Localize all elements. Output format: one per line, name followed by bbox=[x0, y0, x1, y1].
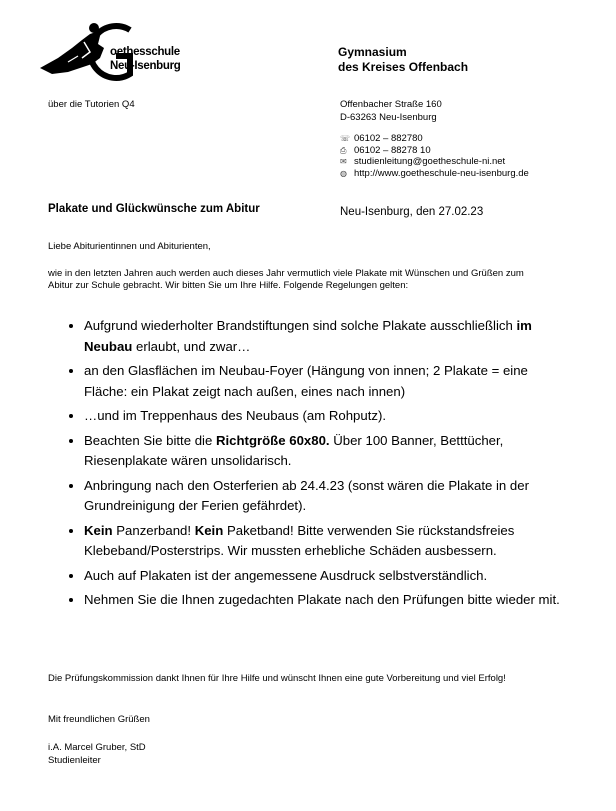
subject-line: Plakate und Glückwünsche zum Abitur bbox=[48, 203, 260, 215]
regards: Mit freundlichen Grüßen bbox=[48, 714, 150, 725]
contact-fax bbox=[340, 145, 529, 157]
contact-text: 06102 – 882780 bbox=[354, 133, 423, 144]
signer-name: i.A. Marcel Gruber, StD bbox=[48, 742, 146, 753]
contact-mail bbox=[340, 156, 529, 168]
phone-icon: ☏ bbox=[340, 134, 351, 143]
signature-block bbox=[48, 741, 146, 767]
contact-web bbox=[340, 168, 529, 180]
rules-list bbox=[62, 316, 564, 615]
address-street: Offenbacher Straße 160 bbox=[340, 99, 442, 110]
fax-icon: ⎙ bbox=[340, 145, 347, 155]
contact-text[interactable]: studienleitung@goetheschule-ni.net bbox=[354, 156, 506, 168]
logo-line-2: Neu-Isenburg bbox=[110, 60, 181, 72]
closing-paragraph: Die Prüfungskommission dankt Ihnen für Ihre Hilfe und wünscht Ihnen eine gute Vorbereitung und viel Erfolg! bbox=[48, 673, 506, 684]
date-line: Neu-Isenburg, den 27.02.23 bbox=[340, 206, 484, 218]
list-item: • Aufgrund wiederholter Brandstiftungen sind solche Plakate ausschließlich im Neubau erlaubt, und zwar… bbox=[84, 316, 564, 357]
list-item: • Anbringung nach den Osterferien ab 24.4.23 (sonst wären die Plakate in der Grundreinigung der Ferien gefährdet). bbox=[84, 476, 564, 517]
mail-icon: ✉ bbox=[340, 157, 347, 167]
list-item: • …und im Treppenhaus des Neubaus (am Rohputz). bbox=[84, 406, 564, 427]
address bbox=[340, 98, 442, 124]
list-item: • Nehmen Sie die Ihnen zugedachten Plakate nach den Prüfungen bitte wieder mit. bbox=[84, 590, 564, 611]
intro-paragraph: wie in den letzten Jahren auch werden auch dieses Jahr vermutlich viele Plakate mit Wünschen und Grüßen zum Abitur zur Schule gebracht. Wir bitten Sie um Ihre Hilfe. Folgende Regelungen gelten: bbox=[48, 268, 524, 292]
greeting: Liebe Abiturientinnen und Abiturienten, bbox=[48, 241, 211, 252]
list-item: • Beachten Sie bitte die Richtgröße 60x80. Über 100 Banner, Betttücher, Riesenplakate wären unsolidarisch. bbox=[84, 431, 564, 472]
list-item: • an den Glasflächen im Neubau-Foyer (Hängung von innen; 2 Plakate = eine Fläche: ein Plakat zeigt nach außen, eines nach innen) bbox=[84, 361, 564, 402]
list-item: • Auch auf Plakaten ist der angemessene Ausdruck selbstverständlich. bbox=[84, 566, 564, 587]
address-city: D-63263 Neu-Isenburg bbox=[340, 112, 437, 123]
contact-text: 06102 – 88278 10 bbox=[354, 144, 431, 156]
school-logo bbox=[38, 18, 208, 84]
signer-title: Studienleiter bbox=[48, 755, 101, 766]
list-item: • Kein Panzerband! Kein Paketband! Bitte verwenden Sie rückstandsfreies Klebeband/Posterstrips. Wir mussten erhebliche Schäden ausbessern. bbox=[84, 521, 564, 562]
contact-list bbox=[340, 133, 529, 179]
contact-phone bbox=[340, 133, 529, 145]
school-line-1: Gymnasium bbox=[338, 45, 407, 59]
recipient: über die Tutorien Q4 bbox=[48, 99, 135, 110]
globe-icon: ◍ bbox=[340, 168, 347, 178]
school-line-2: des Kreises Offenbach bbox=[338, 60, 469, 74]
school-name bbox=[338, 45, 468, 75]
contact-text[interactable]: http://www.goetheschule-neu-isenburg.de bbox=[354, 167, 529, 179]
logo-line-1: oethesschule bbox=[110, 46, 180, 58]
